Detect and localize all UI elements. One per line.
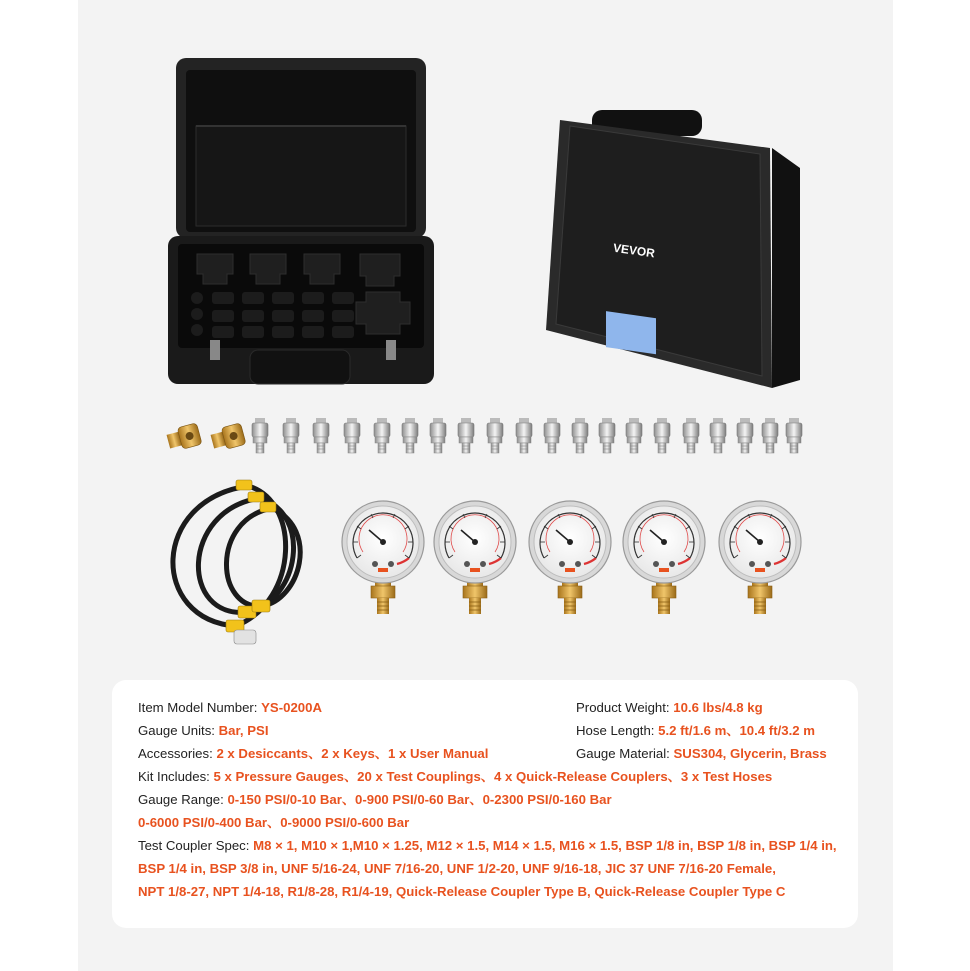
accessories-label: Accessories: xyxy=(138,746,213,761)
spec-material xyxy=(576,746,827,762)
kit-label: Kit Includes: xyxy=(138,769,210,784)
coupler-label: Test Coupler Spec: xyxy=(138,838,250,853)
spec-model xyxy=(138,700,322,716)
pressure-gauges xyxy=(342,501,801,614)
spec-accessories xyxy=(138,746,488,762)
coupler-value-3: NPT 1/8-27, NPT 1/4-18, R1/8-28, R1/4-19, Quick-Release Coupler Type B, Quick-Release Coupler Type C xyxy=(138,884,786,899)
units-label: Gauge Units: xyxy=(138,723,215,738)
range-value-1: 0-150 PSI/0-10 Bar、0-900 PSI/0-60 Bar、0-2300 PSI/0-160 Bar xyxy=(227,792,612,807)
brand-logo: VEVOR xyxy=(612,240,656,261)
material-label: Gauge Material: xyxy=(576,746,670,761)
test-couplings xyxy=(252,418,802,453)
spec-range-cont xyxy=(138,815,409,831)
brass-couplers xyxy=(166,423,247,453)
model-value: YS-0200A xyxy=(261,700,322,715)
weight-value: 10.6 lbs/4.8 kg xyxy=(673,700,763,715)
coupler-value-1: M8 × 1, M10 × 1,M10 × 1.25, M12 × 1.5, M14 × 1.5, M16 × 1.5, BSP 1/8 in, BSP 1/8 in, BSP 1/4 in, xyxy=(253,838,837,853)
open-case-image xyxy=(168,58,434,384)
test-hoses xyxy=(173,486,300,626)
coupler-value-2: BSP 1/4 in, BSP 3/8 in, UNF 5/16-24, UNF 7/16-20, UNF 1/2-20, UNF 9/16-18, JIC 37 UNF 7/16-20 Female, xyxy=(138,861,776,876)
material-value: SUS304, Glycerin, Brass xyxy=(673,746,827,761)
spec-hose xyxy=(576,723,815,739)
spec-coupler-cont-1 xyxy=(138,861,776,877)
spec-coupler xyxy=(138,838,837,854)
range-label: Gauge Range: xyxy=(138,792,224,807)
model-label: Item Model Number: xyxy=(138,700,258,715)
kit-value: 5 x Pressure Gauges、20 x Test Couplings、4 x Quick-Release Couplers、3 x Test Hoses xyxy=(213,769,773,784)
accessories-value: 2 x Desiccants、2 x Keys、1 x User Manual xyxy=(216,746,489,761)
units-value: Bar, PSI xyxy=(218,723,269,738)
spec-range xyxy=(138,792,612,808)
hose-value: 5.2 ft/1.6 m、10.4 ft/3.2 m xyxy=(658,723,815,738)
hose-label: Hose Length: xyxy=(576,723,655,738)
closed-case-image xyxy=(546,110,800,388)
spec-coupler-cont-2 xyxy=(138,884,785,900)
spec-weight xyxy=(576,700,763,716)
spec-kit xyxy=(138,769,772,785)
range-value-2: 0-6000 PSI/0-400 Bar、0-9000 PSI/0-600 Bar xyxy=(138,815,410,830)
weight-label: Product Weight: xyxy=(576,700,670,715)
spec-units xyxy=(138,723,269,739)
